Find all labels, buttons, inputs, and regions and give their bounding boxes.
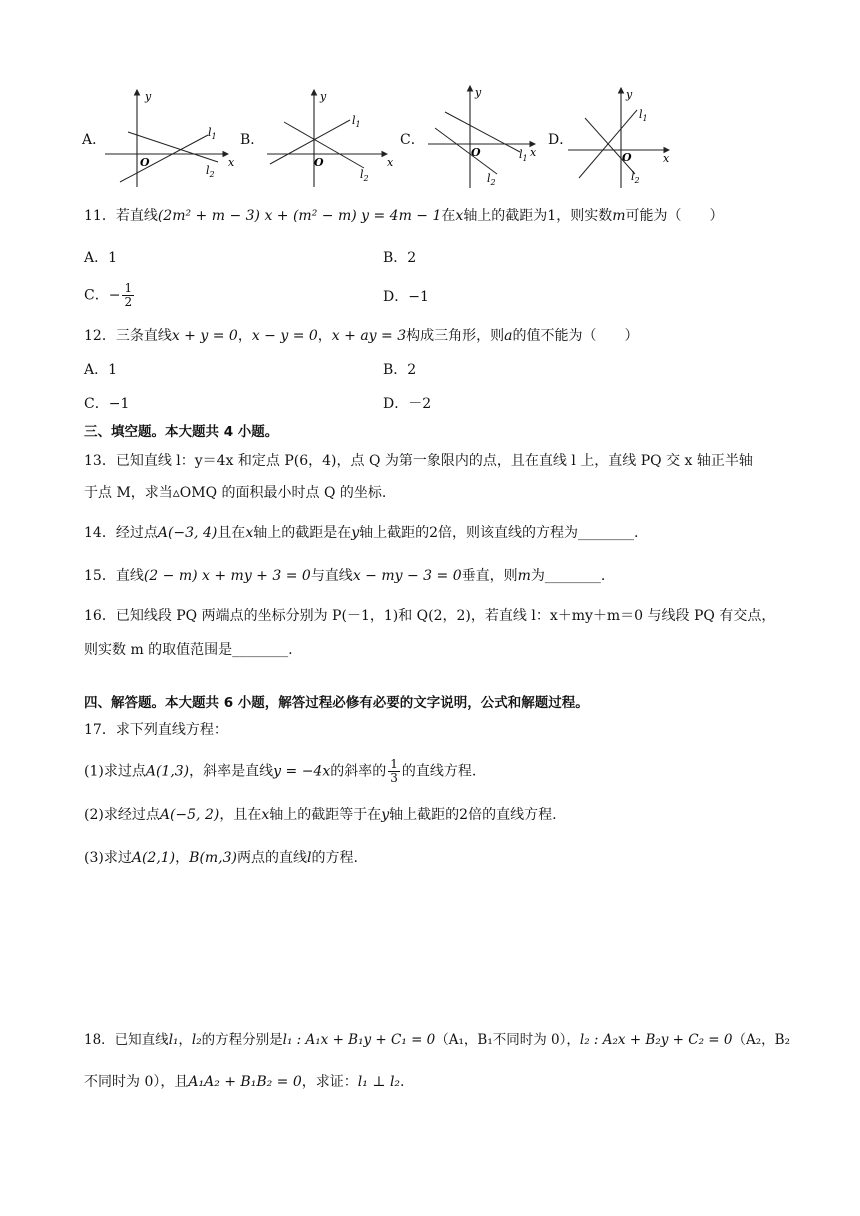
- origin-label: O: [314, 156, 324, 169]
- line-l2: [284, 122, 364, 168]
- question-14: 14．经过点A(−3, 4)且在x轴上的截距是在y轴上截距的2倍，则该直线的方程为________.: [84, 525, 639, 541]
- line-l1: [120, 135, 208, 182]
- q12-option-c: C．−1: [84, 396, 130, 412]
- question-16-line2: 则实数 m 的取值范围是________.: [84, 642, 293, 658]
- q11-option-d: D．−1: [383, 289, 429, 305]
- question-15: 15．直线(2 − m) x + my + 3 = 0与直线x − my − 3 = 0垂直，则m为________.: [84, 568, 606, 584]
- l1-label: $l_1$: [352, 114, 361, 129]
- q11-option-b: B．2: [383, 250, 417, 266]
- question-11: 11．若直线(2m² + m − 3) x + (m² − m) y = 4m − 1在x轴上的截距为1，则实数m可能为（ ）: [84, 208, 724, 224]
- y-label: y: [320, 90, 327, 103]
- l2-label: $l_2$: [360, 168, 369, 183]
- x-label: x: [228, 156, 235, 169]
- x-label: x: [663, 152, 670, 165]
- question-18-line1: 18．已知直线l₁，l₂的方程分别是l₁ : A₁x + B₁y + C₁ = 0（A₁，B₁不同时为 0），l₂ : A₂x + B₂y + C₂ = 0（A₂，B₂: [84, 1032, 790, 1048]
- x-label: x: [387, 156, 394, 169]
- line-l2: [585, 118, 635, 174]
- figure-a: [100, 82, 245, 192]
- l1-label: $l_1$: [639, 108, 648, 123]
- line-l1: [270, 120, 350, 164]
- q11-option-c: C．− $\frac{1}{2}$: [84, 281, 133, 309]
- section-3-title: 三、填空题。本大题共 4 小题。: [84, 424, 279, 440]
- question-13-line1: 13．已知直线 l：y＝4x 和定点 P(6，4)，点 Q 为第一象限内的点，且在直线 l 上，直线 PQ 交 x 轴正半轴: [84, 453, 753, 469]
- y-label: y: [475, 86, 482, 99]
- y-label: y: [145, 90, 152, 103]
- y-label: y: [626, 88, 633, 101]
- question-17-part3: (3)求过A(2,1)，B(m,3)两点的直线l的方程.: [84, 850, 358, 866]
- question-18-line2: 不同时为 0），且A₁A₂ + B₁B₂ = 0，求证：l₁ ⊥ l₂.: [84, 1074, 405, 1090]
- l2-label: $l_2$: [206, 164, 215, 179]
- q11-option-a: A．1: [84, 250, 118, 266]
- l1-label: $l_1$: [519, 148, 528, 163]
- formula: (2m² + m − 3) x + (m² − m) y = 4m − 1: [157, 208, 442, 224]
- question-17-title: 17．求下列直线方程：: [84, 722, 228, 738]
- figure-c: [425, 82, 555, 192]
- q12-option-b: B．2: [383, 362, 417, 378]
- origin-label: O: [471, 146, 481, 159]
- question-13-line2: 于点 M，求当▵OMQ 的面积最小时点 Q 的坐标.: [84, 485, 387, 501]
- option-a-label: A．: [82, 132, 107, 148]
- l1-label: $l_1$: [208, 126, 217, 141]
- l2-label: $l_2$: [487, 172, 496, 187]
- option-c-label: C．: [400, 132, 425, 148]
- section-4-title: 四、解答题。本大题共 6 小题，解答过程必修有必要的文字说明，公式和解题过程。: [84, 695, 589, 711]
- l2-label: $l_2$: [631, 170, 640, 185]
- figure-b: [262, 82, 402, 192]
- figure-d: [565, 82, 680, 192]
- x-label: x: [530, 146, 537, 159]
- q12-option-d: D．－2: [383, 396, 432, 412]
- question-16-line1: 16．已知线段 PQ 两端点的坐标分别为 P(－1，1)和 Q(2，2)，若直线 l：x＋my＋m＝0 与线段 PQ 有交点，: [84, 608, 776, 624]
- q12-option-a: A．1: [84, 362, 118, 378]
- question-17-part1: (1)求过点A(1,3)，斜率是直线y = −4x的斜率的 $\frac{1}{3}$ 的直线方程.: [84, 757, 477, 785]
- question-17-part2: (2)求经过点A(−5, 2)，且在x轴上的截距等于在y轴上截距的2倍的直线方程.: [84, 807, 557, 823]
- origin-label: O: [140, 156, 150, 169]
- line-l1: [445, 112, 520, 152]
- question-12: 12．三条直线x + y = 0，x − y = 0，x + ay = 3构成三角形，则a的值不能为（ ）: [84, 328, 639, 344]
- option-d-label: D．: [548, 132, 574, 148]
- origin-label: O: [622, 151, 632, 164]
- option-b-label: B．: [240, 132, 265, 148]
